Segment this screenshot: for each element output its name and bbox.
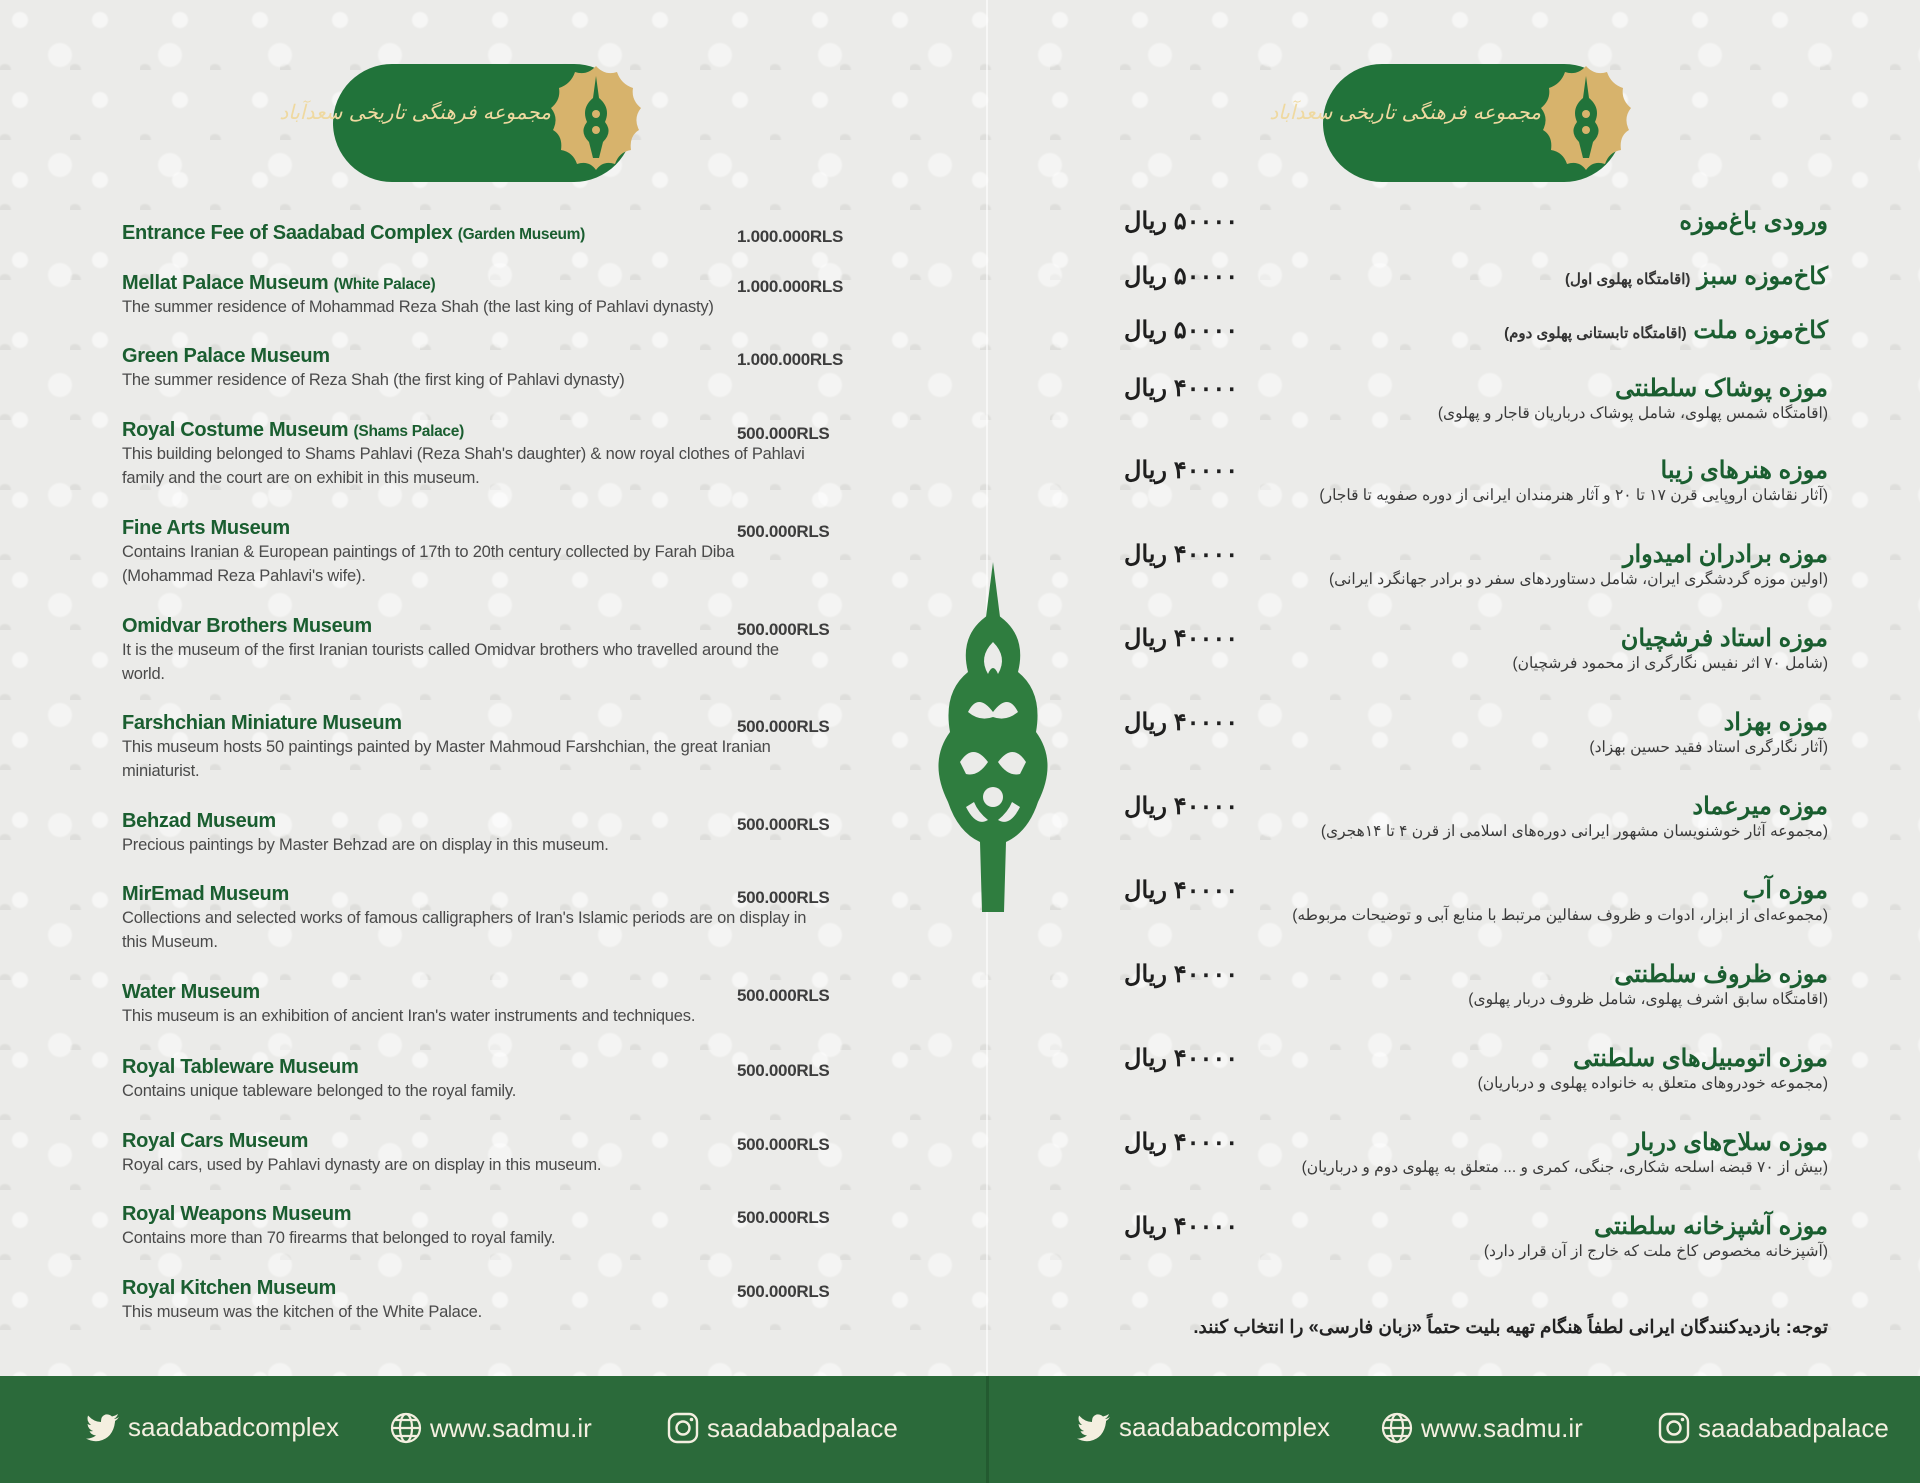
item-price: ۴۰۰۰۰ ریال [1124,1045,1239,1072]
instagram-link[interactable] [1658,1412,1889,1444]
list-item [122,1277,862,1324]
item-description: (اولین موزه گردشگری ایران، شامل دستاوردهای سفر دو برادر جهانگرد ایرانی) [1329,571,1828,588]
item-description: The summer residence of Mohammad Reza Shah (the last king of Pahlavi dynasty) [122,298,714,316]
item-title: Green Palace Museum [122,345,330,367]
item-title: Royal Kitchen Museum [122,1277,337,1299]
list-item [122,272,862,319]
item-title: Royal Weapons Museum [122,1203,352,1225]
website-url: www.sadmu.ir [430,1412,592,1443]
item-price: 500.000RLS [737,424,830,443]
item-description: This museum was the kitchen of the White Palace. [122,1303,482,1321]
list-item [122,981,862,1028]
item-price: 500.000RLS [737,1061,830,1080]
item-price: 1.000.000RLS [737,350,844,369]
item-description: (شامل ۷۰ اثر نفیس نگارگری از محمود فرشچیان) [1512,655,1828,672]
item-description: (آشپزخانه مخصوص کاخ ملت که خارج از آن قرار دارد) [1483,1243,1828,1260]
item-title: موزه استاد فرشچیان [1620,625,1828,652]
list-item [122,712,862,783]
twitter-link[interactable] [86,1412,339,1443]
item-title: Behzad Museum [122,810,276,832]
item-price: 500.000RLS [737,1208,830,1227]
footer-bar [0,1376,1920,1483]
item-description: (مجموعه خودروهای متعلق به خانواده پهلوی و درباریان) [1477,1075,1828,1092]
item-price: 500.000RLS [737,1135,830,1154]
instagram-icon [667,1412,699,1444]
list-item [122,222,862,245]
item-title: کاخ‌موزه سبز (اقامتگاه پهلوی اول) [1565,263,1828,290]
item-title: موزه اتومبیل‌های سلطنتی [1573,1045,1828,1072]
item-price: 1.000.000RLS [737,277,844,296]
item-title: Water Museum [122,981,260,1003]
item-description: Royal cars, used by Pahlavi dynasty are on display in this museum. [122,1156,602,1174]
instagram-icon [1658,1412,1690,1444]
website-link[interactable] [390,1412,592,1444]
list-item [122,345,862,392]
item-description: Contains unique tableware belonged to the royal family. [122,1082,517,1100]
item-description: (بیش از ۷۰ قبضه اسلحه شکاری، جنگی، کمری و ... متعلق به پهلوی دوم و درباریان) [1301,1159,1828,1176]
instagram-handle: saadabadpalace [1698,1412,1889,1443]
website-link[interactable] [1381,1412,1583,1444]
item-description: (آثار نگارگری استاد فقید حسین بهزاد) [1589,739,1828,756]
item-price: ۴۰۰۰۰ ریال [1124,541,1239,568]
instagram-link[interactable] [667,1412,898,1444]
twitter-handle: saadabadcomplex [1119,1412,1331,1442]
item-description: (اقامتگاه شمس پهلوی، شامل پوشاک درباریان قاجار و پهلوی) [1437,405,1828,422]
item-title: موزه سلاح‌های دربار [1628,1129,1828,1156]
footer-divider [986,1376,989,1483]
item-price: ۴۰۰۰۰ ریال [1124,709,1239,736]
item-title: موزه آشپزخانه سلطنتی [1594,1213,1828,1240]
item-title: Royal Cars Museum [122,1130,309,1152]
globe-icon [390,1412,422,1444]
item-price: 500.000RLS [737,888,830,907]
list-item [122,1056,862,1103]
list-item [122,615,862,686]
item-title: MirEmad Museum [122,883,289,905]
item-price: 500.000RLS [737,815,830,834]
logo-calligraphy: مجموعه فرهنگی تاریخی سعدآباد [279,100,551,124]
item-description: (آثار نقاشان اروپایی قرن ۱۷ تا ۲۰ و آثار هنرمندان ایرانی از دوره صفویه تا قاجار) [1319,487,1828,504]
item-price: ۴۰۰۰۰ ریال [1124,375,1239,402]
item-title: موزه آب [1742,877,1828,904]
item-description: (اقامتگاه سابق اشرف پهلوی، شامل ظروف دربار پهلوی) [1468,991,1828,1008]
item-description: This museum is an exhibition of ancient Iran's water instruments and techniques. [122,1007,696,1025]
saadabad-logo [279,62,663,184]
item-title: موزه بهزاد [1723,709,1828,736]
list-item [122,1203,862,1250]
visitor-note: توجه: بازدیدکنندگان ایرانی لطفاً هنگام تهیه بلیت حتماً «زبان فارسی» را انتخاب کنند. [1193,1316,1828,1337]
item-title: موزه ظروف سلطنتی [1614,961,1828,988]
item-title: Farshchian Miniature Museum [122,712,402,734]
item-title: موزه هنرهای زیبا [1660,457,1828,484]
item-price: ۴۰۰۰۰ ریال [1124,793,1239,820]
item-description: It is the museum of the first Iranian tourists called Omidvar brothers who travelled around the world. [122,641,779,683]
logo-emblem-icon [533,62,659,188]
item-price: ۴۰۰۰۰ ریال [1124,877,1239,904]
item-price: ۵۰۰۰۰ ریال [1124,208,1239,235]
list-item [122,883,862,954]
item-description: Contains more than 70 firearms that belonged to royal family. [122,1229,556,1247]
item-description: This building belonged to Shams Pahlavi (Reza Shah's daughter) & now royal clothes of Pahlavi family and the court are on exhibit in this museum. [122,445,805,487]
twitter-icon [86,1414,120,1442]
item-price: ۵۰۰۰۰ ریال [1124,263,1239,290]
globe-icon [1381,1412,1413,1444]
saadabad-logo [1269,62,1653,184]
item-title: موزه پوشاک سلطنتی [1615,375,1828,402]
website-url: www.sadmu.ir [1421,1412,1583,1443]
item-description: (مجموعه‌ای از ابزار، ادوات و ظروف سفالین مرتبط با منابع آبی و توضیحات مربوطه) [1292,907,1828,924]
item-price: 500.000RLS [737,620,830,639]
item-price: ۵۰۰۰۰ ریال [1124,317,1239,344]
twitter-link[interactable] [1077,1412,1330,1443]
item-description: Collections and selected works of famous calligraphers of Iran's Islamic periods are on display in this Museum. [122,909,807,951]
twitter-icon [1077,1414,1111,1442]
item-price: ۴۰۰۰۰ ریال [1124,1213,1239,1240]
list-item [122,810,862,857]
item-description: This museum hosts 50 paintings painted by Master Mahmoud Farshchian, the great Iranian miniaturist. [122,738,771,780]
logo-calligraphy: مجموعه فرهنگی تاریخی سعدآباد [1269,100,1541,124]
item-title: کاخ‌موزه ملت (اقامتگاه تابستانی پهلوی دوم) [1504,317,1828,344]
item-title: Royal Tableware Museum [122,1056,359,1078]
item-price: ۴۰۰۰۰ ریال [1124,961,1239,988]
item-title: Mellat Palace Museum (White Palace) [122,272,436,294]
list-item [122,419,862,490]
item-title: Royal Costume Museum (Shams Palace) [122,419,464,441]
item-price: 500.000RLS [737,522,830,541]
item-price: 500.000RLS [737,717,830,736]
item-price: ۴۰۰۰۰ ریال [1124,457,1239,484]
item-title: موزه برادران امیدوار [1622,541,1828,568]
persian-panel [987,0,1920,1483]
item-title: Omidvar Brothers Museum [122,615,372,637]
item-title: Entrance Fee of Saadabad Complex (Garden Museum) [122,222,586,244]
item-price: 500.000RLS [737,986,830,1005]
item-description: (مجموعه آثار خوشنویسان مشهور ایرانی دوره‌های اسلامی از قرن ۴ تا ۱۴هجری) [1320,823,1828,840]
logo-emblem-icon [1523,62,1649,188]
item-price: 1.000.000RLS [737,227,844,246]
instagram-handle: saadabadpalace [707,1412,898,1443]
item-description: Precious paintings by Master Behzad are on display in this museum. [122,836,609,854]
item-price: ۴۰۰۰۰ ریال [1124,1129,1239,1156]
item-title: موزه میرعماد [1692,793,1828,820]
list-item [122,517,862,588]
item-title: ورودی باغ‌موزه [1679,208,1828,235]
item-price: ۴۰۰۰۰ ریال [1124,625,1239,652]
twitter-handle: saadabadcomplex [128,1412,340,1442]
item-description: Contains Iranian & European paintings of 17th to 20th century collected by Farah Diba (Mohammad Reza Pahlavi's wife). [122,543,735,585]
item-title: Fine Arts Museum [122,517,290,539]
list-item [122,1130,862,1177]
item-price: 500.000RLS [737,1282,830,1301]
item-description: The summer residence of Reza Shah (the first king of Pahlavi dynasty) [122,371,625,389]
